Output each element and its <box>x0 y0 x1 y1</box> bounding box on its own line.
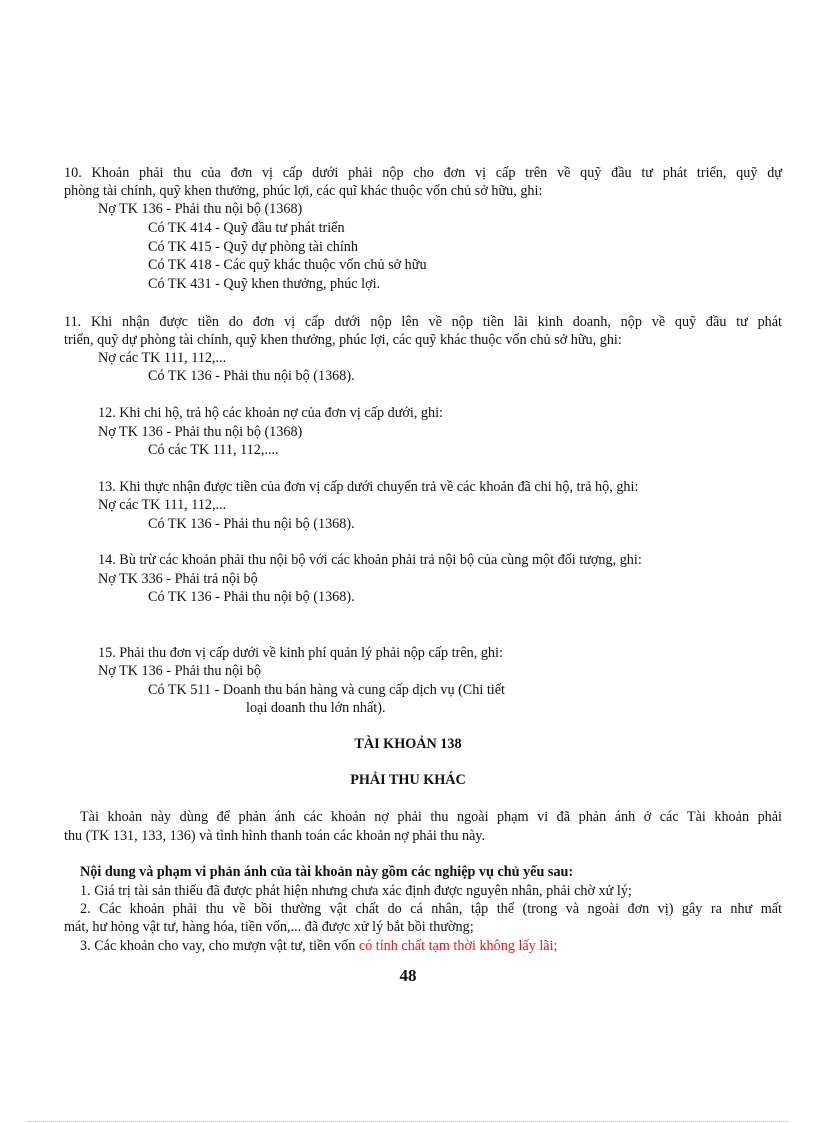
page-bottom-divider <box>28 1121 788 1122</box>
entry-credit: Có TK 415 - Quỹ dự phòng tài chính <box>148 239 358 255</box>
entry-credit: Có TK 136 - Phải thu nội bộ (1368). <box>148 368 355 384</box>
paragraph-10-line-2: phòng tài chính, quỹ khen thưởng, phúc lợi, các quĩ khác thuộc vốn chủ sở hữu, ghi: <box>64 183 543 199</box>
entry-debit: Nợ TK 136 - Phải thu nội bộ <box>98 663 261 679</box>
entry-debit: Nợ TK 136 - Phải thu nội bộ (1368) <box>98 424 303 440</box>
paragraph-10-line-1: 10. Khoản phải thu của đơn vị cấp dưới phải nộp cho đơn vị cấp trên về quỹ đầu tư phát triển, quỹ dự <box>64 165 782 181</box>
paragraph-14: 14. Bù trừ các khoản phải thu nội bộ với các khoản phải trả nội bộ của cùng một đối tượng, ghi: <box>98 552 642 568</box>
intro-line-2: thu (TK 131, 133, 136) và tình hình thanh toán các khoản nợ phải thu này. <box>64 828 486 844</box>
paragraph-12: 12. Khi chi hộ, trả hộ các khoản nợ của đơn vị cấp dưới, ghi: <box>98 405 443 421</box>
item-1: 1. Giá trị tài sản thiếu đã được phát hiện nhưng chưa xác định được nguyên nhân, phải chờ xử lý; <box>80 883 632 899</box>
intro-line-1: Tài khoản này dùng để phản ánh các khoản nợ phải thu ngoài phạm vi đã phản ánh ở các Tài khoản phải <box>80 809 782 825</box>
paragraph-13: 13. Khi thực nhận được tiền của đơn vị cấp dưới chuyển trả về các khoản đã chi hộ, trả hộ, ghi: <box>98 479 639 495</box>
entry-debit: Nợ các TK 111, 112,... <box>98 350 227 366</box>
entry-credit: Có TK 136 - Phải thu nội bộ (1368). <box>148 516 355 532</box>
item-2-line-2: mát, hư hỏng vật tư, hàng hóa, tiền vốn,... đã được xử lý bắt bồi thường; <box>64 919 474 935</box>
entry-credit-continuation: loại doanh thu lớn nhất). <box>246 700 386 716</box>
entry-debit: Nợ TK 336 - Phải trả nội bộ <box>98 571 258 587</box>
page-number: 48 <box>399 966 417 985</box>
item-3 <box>80 937 557 955</box>
entry-credit: Có TK 136 - Phải thu nội bộ (1368). <box>148 589 355 605</box>
account-title: PHẢI THU KHÁC <box>350 772 466 788</box>
paragraph-11-line-2: triển, quỹ dự phòng tài chính, quỹ khen thưởng, phúc lợi, các quỹ khác thuộc vốn chủ sở hữu, ghi: <box>64 332 622 348</box>
paragraph-11-line-1: 11. Khi nhận được tiền do đơn vị cấp dưới nộp lên về nộp tiền lãi kinh doanh, nộp về quỹ đầu tư phát <box>64 314 782 330</box>
entry-debit: Nợ các TK 111, 112,... <box>98 497 227 513</box>
account-heading: TÀI KHOẢN 138 <box>354 736 462 752</box>
entry-credit: Có TK 418 - Các quỹ khác thuộc vốn chủ sở hữu <box>148 257 427 273</box>
entry-credit: Có TK 431 - Quỹ khen thưởng, phúc lợi. <box>148 276 381 292</box>
entry-credit: Có TK 511 - Doanh thu bán hàng và cung cấp dịch vụ (Chi tiết <box>148 682 505 698</box>
paragraph-15: 15. Phải thu đơn vị cấp dưới về kinh phí quản lý phải nộp cấp trên, ghi: <box>98 645 503 661</box>
entry-credit: Có các TK 111, 112,.... <box>148 442 279 458</box>
item-2-line-1: 2. Các khoản phải thu về bồi thường vật chất do cá nhân, tập thể (trong và ngoài đơn vị) gây ra như mất <box>80 901 782 917</box>
item-3-highlight: có tính chất tạm thời không lấy lãi; <box>358 938 558 954</box>
entry-debit: Nợ TK 136 - Phải thu nội bộ (1368) <box>98 201 303 217</box>
content-heading: Nội dung và phạm vi phản ánh của tài khoản này gồm các nghiệp vụ chủ yếu sau: <box>80 864 574 880</box>
item-3-text: 3. Các khoản cho vay, cho mượn vật tư, tiền vốn <box>80 938 359 954</box>
entry-credit: Có TK 414 - Quỹ đầu tư phát triển <box>148 220 345 236</box>
